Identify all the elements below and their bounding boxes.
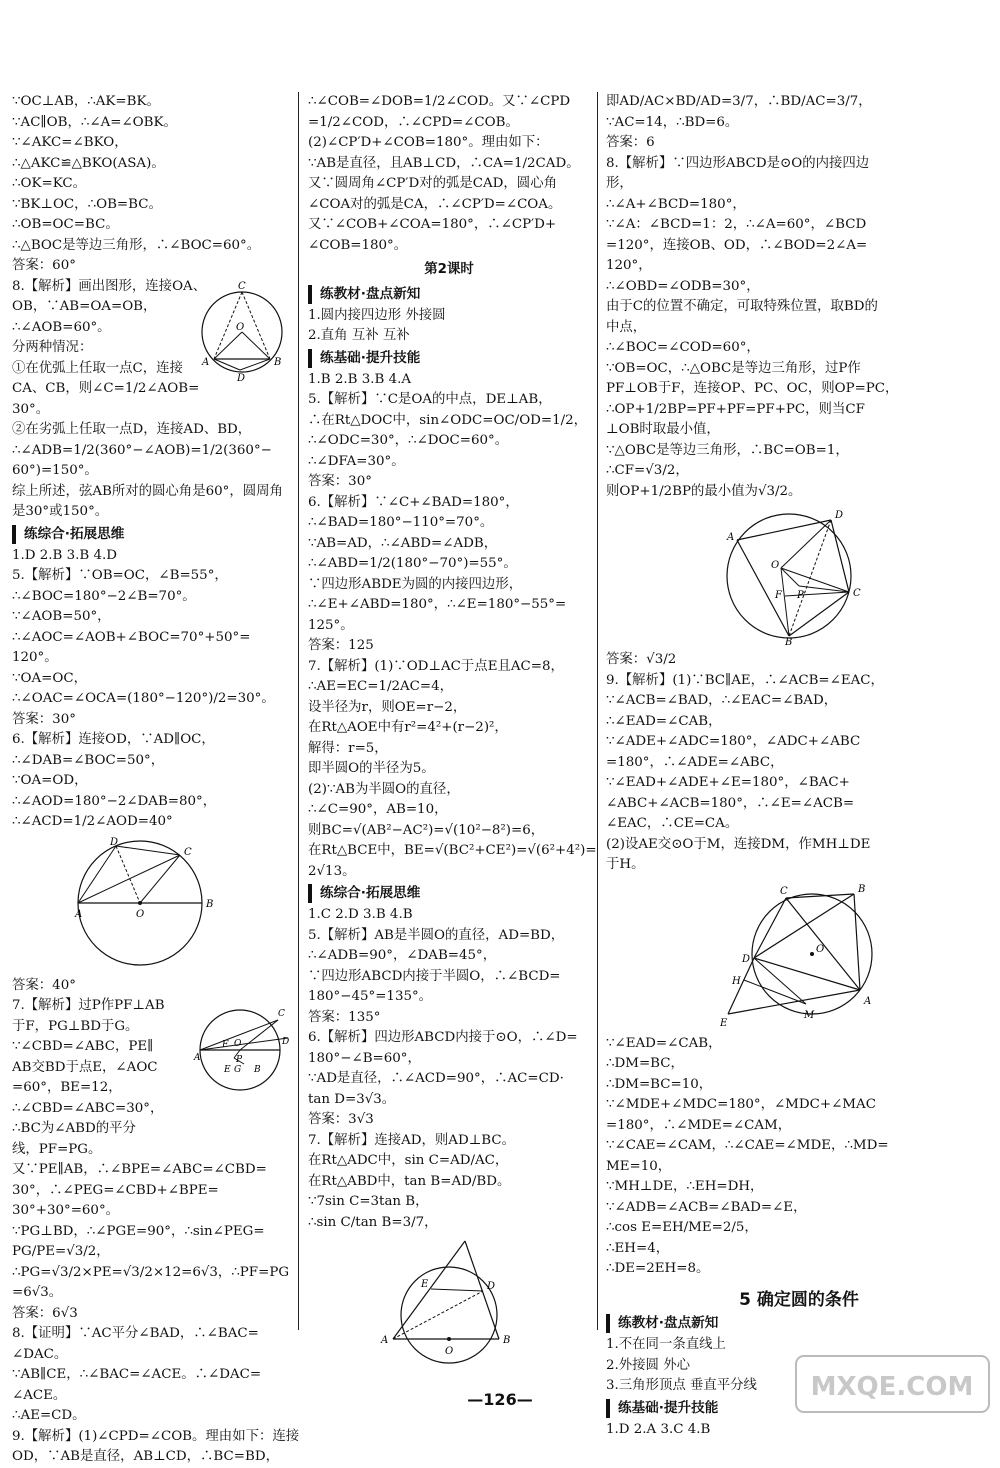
text-line: ∵OA=OD，	[12, 773, 88, 788]
answer-line: 1.B 2.B 3.B 4.A	[308, 371, 412, 387]
answer-line: 答案：3√3	[308, 1112, 374, 1127]
text-line: 即半圆O的半径为5。	[308, 761, 435, 776]
text-line: 形，	[606, 176, 633, 191]
text-line: ⊥OB时取最小值，	[606, 422, 720, 437]
circle-figure	[76, 837, 226, 972]
text-line: 6.【解析】四边形ABCD内接于⊙O，∴∠D=	[308, 1030, 578, 1045]
figure-label: D	[282, 1037, 290, 1047]
figure-label: B	[254, 1065, 261, 1075]
text-line: ∴EH=4，	[606, 1240, 670, 1256]
text-line: ∵∠A：∠BCD=1：2，∴∠A=60°，∠BCD	[606, 217, 867, 232]
text-line: ∴AE=CD。	[12, 1408, 86, 1423]
text-line: ∵PG⊥BD，∴∠PGE=90°，∴sin∠PEG=	[12, 1223, 265, 1239]
text-line: 又∵PE∥AB，∴∠BPE=∠ABC=∠CBD=	[12, 1162, 267, 1177]
text-line: ∵AC∥OB，∴∠A=∠OBK。	[12, 114, 177, 130]
text-line: ∵BK⊥OC，∴OB=BC。	[12, 196, 162, 212]
page-number: —126—	[467, 1390, 533, 1409]
section-heading: 练基础·提升技能	[606, 1399, 992, 1418]
text-line: ∵OA=OC，	[12, 670, 88, 686]
text-line: ∵∠ADB=∠ACB=∠BAD=∠E，	[606, 1199, 807, 1215]
text-line: ∴∠ADB=1/2(360°−∠AOB)=1/2(360°−	[12, 442, 272, 458]
answer-line: 答案：125	[308, 638, 374, 653]
text-line: ∵OC⊥AB，∴AK=BK。	[12, 94, 160, 109]
figure-label: B	[274, 356, 282, 368]
text-line: 在Rt△AOE中有r²=4²+(r−2)²，	[308, 720, 508, 735]
text-line: 则BC=√(AB²−AC²)=√(10²−8²)=6，	[308, 822, 545, 838]
circle-figure	[379, 1237, 519, 1362]
text-line: ∴OK=KC。	[12, 176, 87, 191]
figure-label: B	[503, 1335, 511, 1346]
text-line: 6.【解析】连接OD，∵AD∥OC，	[12, 732, 215, 747]
text-line: ∵∠CAE=∠CAM，∴∠CAE=∠MDE，∴MD=	[606, 1138, 889, 1153]
figure-label: B	[858, 883, 866, 895]
text-line: 6.【解析】∵∠C+∠BAD=180°，	[308, 494, 519, 510]
text-line: tan D=3√3。	[308, 1091, 396, 1107]
answer-line: 答案：6	[606, 135, 655, 150]
text-line: ∴在Rt△DOC中，sin∠ODC=OC/OD=1/2，	[308, 412, 588, 428]
text-line: =6√3。	[12, 1285, 63, 1300]
text-line: ∴∠ODC=30°，∴∠DOC=60°。	[308, 433, 509, 448]
figure-label: D	[487, 1281, 496, 1292]
text-line: 9.【解析】(1)∵BC∥AE，∴∠ACB=∠EAC，	[606, 672, 884, 688]
text-line: 8.【解析】∵四边形ABCD是⊙O的内接四边	[606, 155, 870, 171]
chapter-title: 5 确定圆的条件	[739, 1289, 859, 1310]
text-line: ∵7sin C=3tan B，	[308, 1194, 429, 1209]
text-line: 2.直角 互补 互补	[308, 328, 410, 343]
text-line: ∴∠EAD=∠CAB，	[606, 713, 722, 729]
figure-label: A	[727, 532, 735, 543]
text-line: 是30°或150°。	[12, 504, 109, 519]
text-line: 120°，	[606, 258, 652, 273]
text-line: ∴∠BOC=∠COD=60°，	[606, 340, 760, 355]
text-line: 30°+30°=60°。	[12, 1203, 120, 1218]
answer-line: 答案：6√3	[12, 1305, 78, 1321]
figure-label: P	[797, 590, 804, 601]
text-line: =180°，∴∠ADE=∠ABC，	[606, 754, 784, 770]
text-line: 180°−45°=135°。	[308, 989, 433, 1004]
text-line: AB交BD于点E，∠AOC	[12, 1059, 158, 1075]
text-line: PF⊥OB于F，连接OP、PC、OC，则OP=PC，	[606, 381, 899, 396]
text-line: ∵AB=AD，∴∠ABD=∠ADB，	[308, 535, 498, 551]
text-line: 综上所述，弦AB所对的圆心角是60°，圆周角	[12, 483, 283, 499]
circle-figure	[198, 277, 286, 387]
figure-label: O	[234, 1039, 242, 1049]
text-line: 7.【解析】过P作PF⊥AB	[12, 998, 165, 1013]
text-line: ∴∠AOD=180°−2∠DAB=80°，	[12, 793, 217, 809]
section-heading: 练教材·盘点新知	[308, 285, 590, 304]
text-line: 线，PF=PG。	[12, 1141, 102, 1157]
text-line: ∴OB=OC=BC。	[12, 217, 119, 232]
figure-label: A	[202, 356, 210, 368]
text-line: ∠COB=180°。	[308, 237, 408, 253]
text-line: 120°。	[12, 650, 58, 665]
text-line: PG/PE=√3/2，	[12, 1244, 110, 1259]
text-line: 9.【解析】(1)∠CPD=∠COB。理由如下：连接	[12, 1428, 300, 1444]
text-line: 125°。	[308, 617, 354, 633]
text-line: ∵∠ACB=∠BAD，∴∠EAC=∠BAD，	[606, 693, 838, 708]
text-line: ∵AB是直径，且AB⊥CD，∴CA=1/2CAD。	[308, 155, 580, 171]
text-line: 又∵圆周角∠CP′D对的弧是CAD，圆心角	[308, 176, 557, 191]
text-line: 即AD/AC×BD/AD=3/7，∴BD/AC=3/7，	[606, 94, 872, 109]
text-line: ∵∠CBD=∠ABC，PE∥	[12, 1039, 154, 1054]
column-2	[308, 92, 597, 1366]
answer-line: 答案：30°	[308, 474, 372, 489]
text-line: ∴PG=√3/2×PE=√3/2×12=6√3，∴PF=PG	[12, 1264, 290, 1280]
figure-label: F	[775, 590, 782, 601]
text-line: ∴DM=BC=10，	[606, 1076, 713, 1092]
text-line: ∵∠AKC=∠BKO，	[12, 135, 128, 150]
figure-label: O	[445, 1346, 454, 1357]
text-line: 中点，	[606, 319, 647, 335]
figure-label: P	[236, 1055, 243, 1065]
problem-7	[12, 996, 290, 1160]
answer-line: 答案：135°	[308, 1009, 381, 1025]
text-line: OB，∵AB=OA=OB，	[12, 299, 157, 314]
text-line: ∠ABC+∠ACB=180°，∴∠E=∠ACB=	[606, 795, 855, 811]
text-line: ∴∠A+∠BCD=180°，	[606, 196, 746, 212]
figure-label: H	[732, 975, 741, 987]
answer-line: 1.C 2.D 3.B 4.B	[308, 907, 413, 922]
figure-label: D	[742, 953, 751, 965]
text-line: 30°，∴∠PEG=∠CBD+∠BPE=	[12, 1182, 219, 1198]
text-line: (2)∵AB为半圆O的直径，	[308, 781, 460, 797]
text-line: ∵OB=OC，∴△OBC是等边三角形，过P作	[606, 360, 861, 376]
text-line: ME=10，	[606, 1158, 672, 1174]
figure-label: A	[194, 1053, 201, 1063]
answer-line: 答案：40°	[12, 977, 76, 993]
text-line: (2)设AE交⊙O于M，连接DM，作MH⊥DE	[606, 836, 871, 852]
answer-line: 答案：30°	[12, 711, 76, 727]
text-line: ∴△AKC≌△BKO(ASA)。	[12, 155, 165, 171]
text-line: 1.圆内接四边形 外接圆	[308, 307, 446, 323]
circle-figure	[719, 506, 879, 646]
text-line: ①在优弧上任取一点C，连接	[12, 360, 183, 376]
text-line: ∵MH⊥DE，∴EH=DH，	[606, 1179, 764, 1194]
figure-label: D	[835, 510, 844, 521]
text-line: ∠COA对的弧是CA，∴∠CP′D=∠COA。	[308, 196, 562, 212]
text-line: 60°)=150°。	[12, 463, 98, 478]
watermark-logo	[795, 1355, 990, 1413]
text-line: 2√13。	[308, 863, 356, 879]
figure-label: G	[234, 1065, 242, 1075]
text-line: 5.【解析】AB是半圆O的直径，AD=BD，	[308, 927, 565, 943]
text-line: 在Rt△ADC中，sin C=AD/AC，	[308, 1153, 509, 1168]
text-line: 5.【解析】∵OB=OC，∠B=55°，	[12, 568, 228, 583]
figure-label: F	[222, 1040, 229, 1050]
text-line: ∴∠ADB=90°，∠DAB=45°，	[308, 948, 497, 963]
text-line: ∴AE=EC=1/2AC=4，	[308, 679, 454, 694]
figure-label: A	[864, 995, 872, 1007]
figure-label: C	[238, 280, 246, 292]
text-line: 于H。	[606, 857, 645, 872]
figure-label: O	[136, 908, 145, 920]
figure-label: B	[206, 898, 214, 910]
watermark-text: MXQE.COM	[810, 1372, 974, 1402]
text-line: ∠EAC，∴CE=CA。	[606, 816, 739, 831]
text-line: 180°−∠B=60°，	[308, 1050, 421, 1066]
answer-line: 1.D 2.B 3.B 4.D	[12, 547, 118, 563]
text-line: ∵四边形ABCD内接于半圆O，∴∠BCD=	[308, 968, 561, 984]
circle-figure	[194, 1000, 290, 1110]
text-line: ∵∠AOB=50°，	[12, 609, 111, 624]
text-line: 分两种情况：	[12, 340, 93, 355]
text-line: ∵∠MDE+∠MDC=180°，∠MDC+∠MAC	[606, 1097, 876, 1112]
text-line: ∴∠COB=∠DOB=1/2∠COD。又∵∠CPD	[308, 94, 571, 109]
figure-label: C	[780, 885, 788, 897]
figure-label: C	[278, 1009, 285, 1019]
text-line: ∴∠BOC=180°−2∠B=70°。	[12, 588, 196, 604]
text-line: ∵AD是直径，∴∠ACD=90°，∴AC=CD·	[308, 1071, 564, 1086]
text-line: CA、CB，则∠C=1/2∠AOB=	[12, 381, 200, 396]
text-line: ∠ACE。	[12, 1387, 67, 1403]
figure-label: O	[771, 560, 780, 571]
text-line: ∴DE=2EH=8。	[606, 1261, 710, 1276]
figure-label: E	[720, 1017, 728, 1029]
text-line: 又∵∠COB+∠COA=180°，∴∠CP′D+	[308, 217, 557, 232]
text-line: ∴CF=√3/2，	[606, 463, 689, 478]
figure-label: O	[816, 943, 825, 955]
problem-8	[12, 277, 290, 523]
column-3	[606, 92, 992, 1440]
text-line: ∵四边形ABDE为圆的内接四边形，	[308, 576, 523, 592]
figure-label: A	[75, 908, 83, 920]
text-line: ∴∠E+∠ABD=180°，∴∠E=180°−55°=	[308, 597, 567, 612]
text-line: =60°，BE=12，	[12, 1080, 122, 1095]
col1-block-a	[12, 92, 290, 277]
text-line: 2.外接圆 外心	[606, 1357, 690, 1373]
section-heading: 练综合·拓展思维	[308, 884, 590, 903]
text-line: ∵AB∥CE，∴∠BAC=∠ACE。∴∠DAC=	[12, 1367, 262, 1382]
text-line: 7.【解析】连接AD，则AD⊥BC。	[308, 1132, 516, 1148]
text-line: ∴∠BAD=180°−110°=70°。	[308, 515, 494, 530]
figure-label: E	[421, 1279, 429, 1290]
text-line: ∴∠ABD=1/2(180°−70°)=55°。	[308, 556, 517, 571]
text-line: ②在劣弧上任取一点D，连接AD、BD，	[12, 422, 252, 437]
text-line: =120°，连接OB、OD，∴∠BOD=2∠A=	[606, 237, 868, 253]
answer-line: 1.D 2.A 3.C 4.B	[606, 1421, 711, 1437]
answer-line: 答案：60°	[12, 258, 76, 273]
text-line: ∵AC=14，∴BD=6。	[606, 114, 739, 130]
text-line: ∴sin C/tan B=3/7，	[308, 1214, 438, 1230]
text-line: =180°，∴∠MDE=∠CAM，	[606, 1117, 792, 1133]
text-line: ∴∠C=90°，AB=10，	[308, 802, 448, 817]
text-line: ∴∠OBD=∠ODB=30°，	[606, 278, 760, 294]
text-line: OD，∵AB是直径，AB⊥CD，∴BC=BD，	[12, 1449, 279, 1464]
text-line: 在Rt△ABD中，tan B=AD/BD。	[308, 1173, 511, 1189]
text-line: 在Rt△BCE中，BE=√(BC²+CE²)=√(6²+4²)=	[308, 843, 597, 858]
lesson-title: 第2课时	[424, 262, 474, 277]
text-line: ∠DAC。	[12, 1346, 68, 1362]
answer-line: 答案：√3/2	[606, 652, 677, 667]
text-line: ∴cos E=EH/ME=2/5，	[606, 1220, 758, 1235]
text-line: 3.三角形顶点 垂直平分线	[606, 1378, 757, 1393]
figure-label: C	[184, 846, 192, 858]
column-divider	[298, 92, 299, 1330]
text-line: 30°。	[12, 401, 50, 417]
text-line: ∴BC为∠ABD的平分	[12, 1121, 136, 1136]
text-line: ∴∠AOC=∠AOB+∠BOC=70°+50°=	[12, 629, 251, 645]
figure-label: C	[853, 588, 861, 599]
text-line: 8.【证明】∵AC平分∠BAD，∴∠BAC=	[12, 1326, 259, 1341]
text-line: ∴∠ACD=1/2∠AOD=40°	[12, 814, 173, 829]
figure-label: O	[236, 321, 245, 333]
column-1	[12, 92, 300, 1468]
figure-label: E	[224, 1065, 231, 1075]
section-heading: 练基础·提升技能	[308, 349, 590, 368]
text-line: ∵∠EAD=∠CAB，	[606, 1035, 722, 1051]
text-line: =1/2∠COD，∴∠CPD=∠COB。	[308, 114, 519, 130]
text-line: ∴∠OAC=∠OCA=(180°−120°)/2=30°。	[12, 691, 275, 706]
text-line: 1.不在同一条直线上	[606, 1337, 726, 1352]
text-line: ∴OP+1/2BP=PF+PF=PF+PC，则当CF	[606, 401, 865, 417]
text-line: 则OP+1/2BP的最小值为√3/2。	[606, 483, 802, 499]
text-line: 于F，PG⊥BD于G。	[12, 1018, 139, 1034]
text-line: ∴∠DFA=30°。	[308, 453, 405, 469]
text-line: ∴∠DAB=∠BOC=50°，	[12, 752, 165, 768]
section-heading: 练教材·盘点新知	[606, 1314, 992, 1333]
figure-label: M	[804, 1009, 815, 1021]
text-line: 5.【解析】∵C是OA的中点，DE⊥AB，	[308, 392, 552, 407]
text-line: 设半径为r，则OE=r−2，	[308, 699, 467, 715]
text-line: ∴△BOC是等边三角形，∴∠BOC=60°。	[12, 237, 261, 253]
text-line: 由于C的位置不确定，可取特殊位置，取BD的	[606, 299, 878, 314]
figure-label: B	[785, 637, 793, 648]
section-heading: 练综合·拓展思维	[12, 525, 290, 544]
text-line: ∵∠EAD+∠ADE+∠E=180°，∠BAC+	[606, 775, 850, 790]
text-line: ∵∠ADE+∠ADC=180°，∠ADC+∠ABC	[606, 734, 861, 749]
text-line: (2)∠CP′D+∠COB=180°。理由如下：	[308, 135, 549, 150]
text-line: ∵△OBC是等边三角形，∴BC=OB=1，	[606, 442, 849, 458]
circle-figure	[714, 880, 884, 1030]
figure-label: D	[237, 372, 246, 384]
text-line: 解得：r=5，	[308, 740, 388, 756]
column-divider	[597, 92, 598, 1330]
figure-label: D	[110, 836, 119, 848]
text-line: 8.【解析】画出图形，连接OA、	[12, 278, 207, 294]
text-line: ∴∠AOB=60°。	[12, 319, 111, 335]
text-line: 7.【解析】(1)∵OD⊥AC于点E且AC=8，	[308, 658, 564, 674]
text-line: ∴∠CBD=∠ABC=30°，	[12, 1100, 164, 1116]
figure-label: A	[381, 1335, 389, 1346]
text-line: ∴DM=BC，	[606, 1056, 684, 1071]
